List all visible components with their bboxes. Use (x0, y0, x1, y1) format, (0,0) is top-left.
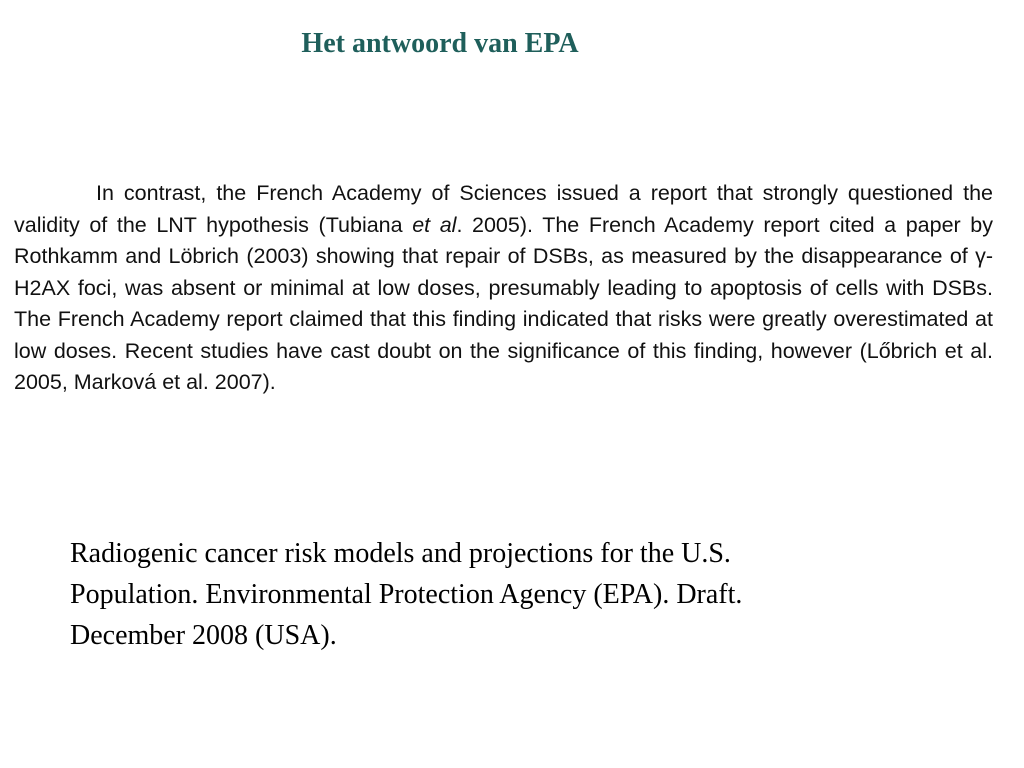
citation-line-1: Radiogenic cancer risk models and projections for the U.S. (70, 538, 731, 569)
excerpt-et-al-italic: et al (412, 212, 457, 237)
excerpt-text-part1: In contrast, the French Academy of Sciences issued a report that strongly questioned the validity of the LNT hypothesis (Tubiana (14, 181, 993, 237)
slide-title: Het antwoord van EPA (301, 28, 579, 59)
citation-line-3: December 2008 (USA). (70, 620, 337, 651)
quoted-excerpt (14, 178, 993, 399)
citation-line-2: Population. Environmental Protection Agency (EPA). Draft. (70, 579, 743, 610)
source-citation (70, 533, 950, 656)
excerpt-text-part2: . 2005). The French Academy report cited a paper by Rothkamm and Löbrich (2003) showing that repair of DSBs, as measured by the disappearance of γ-H2AX foci, was absent or minimal at low doses, presumably leading to apoptosis of cells with DSBs. The French Academy report claimed that this finding indicated that risks were greatly overestimated at low doses. Recent studies have cast doubt on the significance of this finding, however (Lőbrich et al. 2005, Marková et al. 2007). (14, 212, 993, 394)
